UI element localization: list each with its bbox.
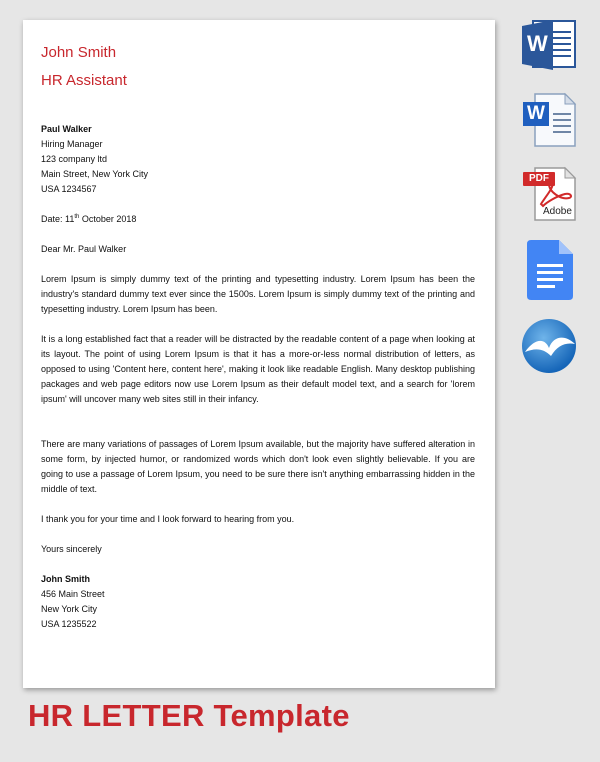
- signature-line: 456 Main Street: [41, 589, 105, 599]
- salutation: Dear Mr. Paul Walker: [41, 244, 127, 254]
- signature-line: USA 1235522: [41, 619, 97, 629]
- template-title: HR LETTER Template: [28, 698, 350, 733]
- letter-body: [41, 122, 475, 632]
- paragraph: Lorem Ipsum is simply dummy text of the printing and typesetting industry. Lorem Ipsum has been the industry's standard dummy text ever since the 1500s. Lorem Ipsum is simply dummy text of the printing and typesetting industry. Lorem Ipsum has been.: [41, 274, 475, 314]
- pdf-label: PDF: [523, 172, 555, 186]
- recipient-line: USA 1234567: [41, 184, 97, 194]
- recipient-line: Hiring Manager: [41, 139, 103, 149]
- signature-name: John Smith: [41, 574, 90, 584]
- recipient-line: Main Street, New York City: [41, 169, 149, 179]
- signature-line: New York City: [41, 604, 98, 614]
- google-docs-icon[interactable]: [519, 236, 579, 302]
- letter-page: [23, 20, 495, 688]
- paragraph: It is a long established fact that a reader will be distracted by the readable content of a page when looking at its layout. The point of using Lorem Ipsum is that it has a more-or-less normal distribution of letters, as opposed to using 'Content here, content here', making it look like readable English. Many desktop publishing packages and web page editors now use Lorem Ipsum as their default model text, and a search for 'lorem ipsum' will uncover many web sites still in their infancy.: [41, 334, 475, 404]
- word-doc-icon[interactable]: [519, 18, 579, 74]
- letter-date: Date: 11th October 2018: [41, 214, 137, 224]
- pdf-icon[interactable]: [519, 166, 579, 222]
- recipient-name: Paul Walker: [41, 124, 92, 134]
- paragraph: There are many variations of passages of Lorem Ipsum available, but the majority have suffered alteration in some form, by injected humor, or randomized words which don't look even slightly believable. If you are going to use a passage of Lorem Ipsum, you need to be sure there isn't anything embarrassing hidden in the middle of text.: [41, 439, 475, 494]
- recipient-line: 123 company ltd: [41, 154, 108, 164]
- word-legacy-letter: W: [527, 103, 545, 124]
- sender-title: HR Assistant: [41, 72, 127, 89]
- paragraph: I thank you for your time and I look forward to hearing from you.: [41, 514, 295, 524]
- adobe-label: Adobe: [543, 206, 572, 217]
- openoffice-icon[interactable]: [519, 318, 579, 374]
- closing: Yours sincerely: [41, 544, 102, 554]
- sender-name: John Smith: [41, 44, 117, 61]
- word-legacy-icon[interactable]: [519, 92, 579, 148]
- word-letter: W: [527, 31, 548, 56]
